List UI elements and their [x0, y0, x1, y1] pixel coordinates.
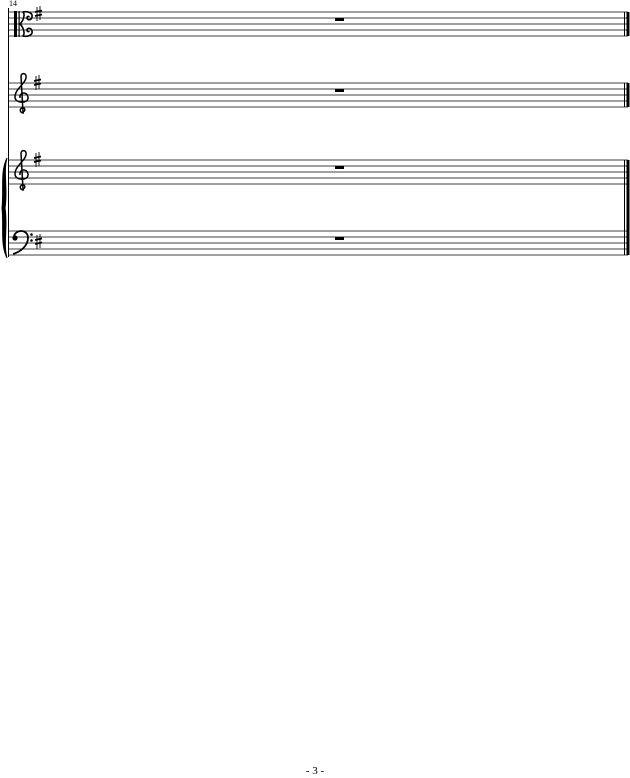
whole-rest-icon [335, 89, 344, 92]
staff-3-lines [9, 160, 628, 184]
sharp-icon [35, 234, 42, 249]
piano-brace-icon [2, 158, 7, 258]
staff-4-lines [9, 231, 628, 255]
whole-rest-icon [335, 237, 344, 240]
final-barline [624, 160, 630, 255]
staff-2 [9, 74, 630, 113]
staff-4 [9, 231, 628, 255]
bass-clef-icon [12, 231, 32, 254]
staff-2-lines [9, 83, 628, 107]
staff-3 [9, 151, 628, 190]
sharp-icon [35, 6, 42, 21]
staff-1-lines [9, 12, 628, 36]
whole-rest-icon [335, 18, 344, 21]
page-number: - 3 - [305, 765, 325, 777]
sharp-icon [34, 75, 41, 90]
sharp-icon [34, 152, 41, 167]
final-barline [624, 12, 630, 36]
staff-1 [9, 6, 630, 37]
measure-number: 14 [9, 0, 17, 8]
whole-rest-icon [335, 166, 344, 169]
final-barline [624, 83, 630, 107]
